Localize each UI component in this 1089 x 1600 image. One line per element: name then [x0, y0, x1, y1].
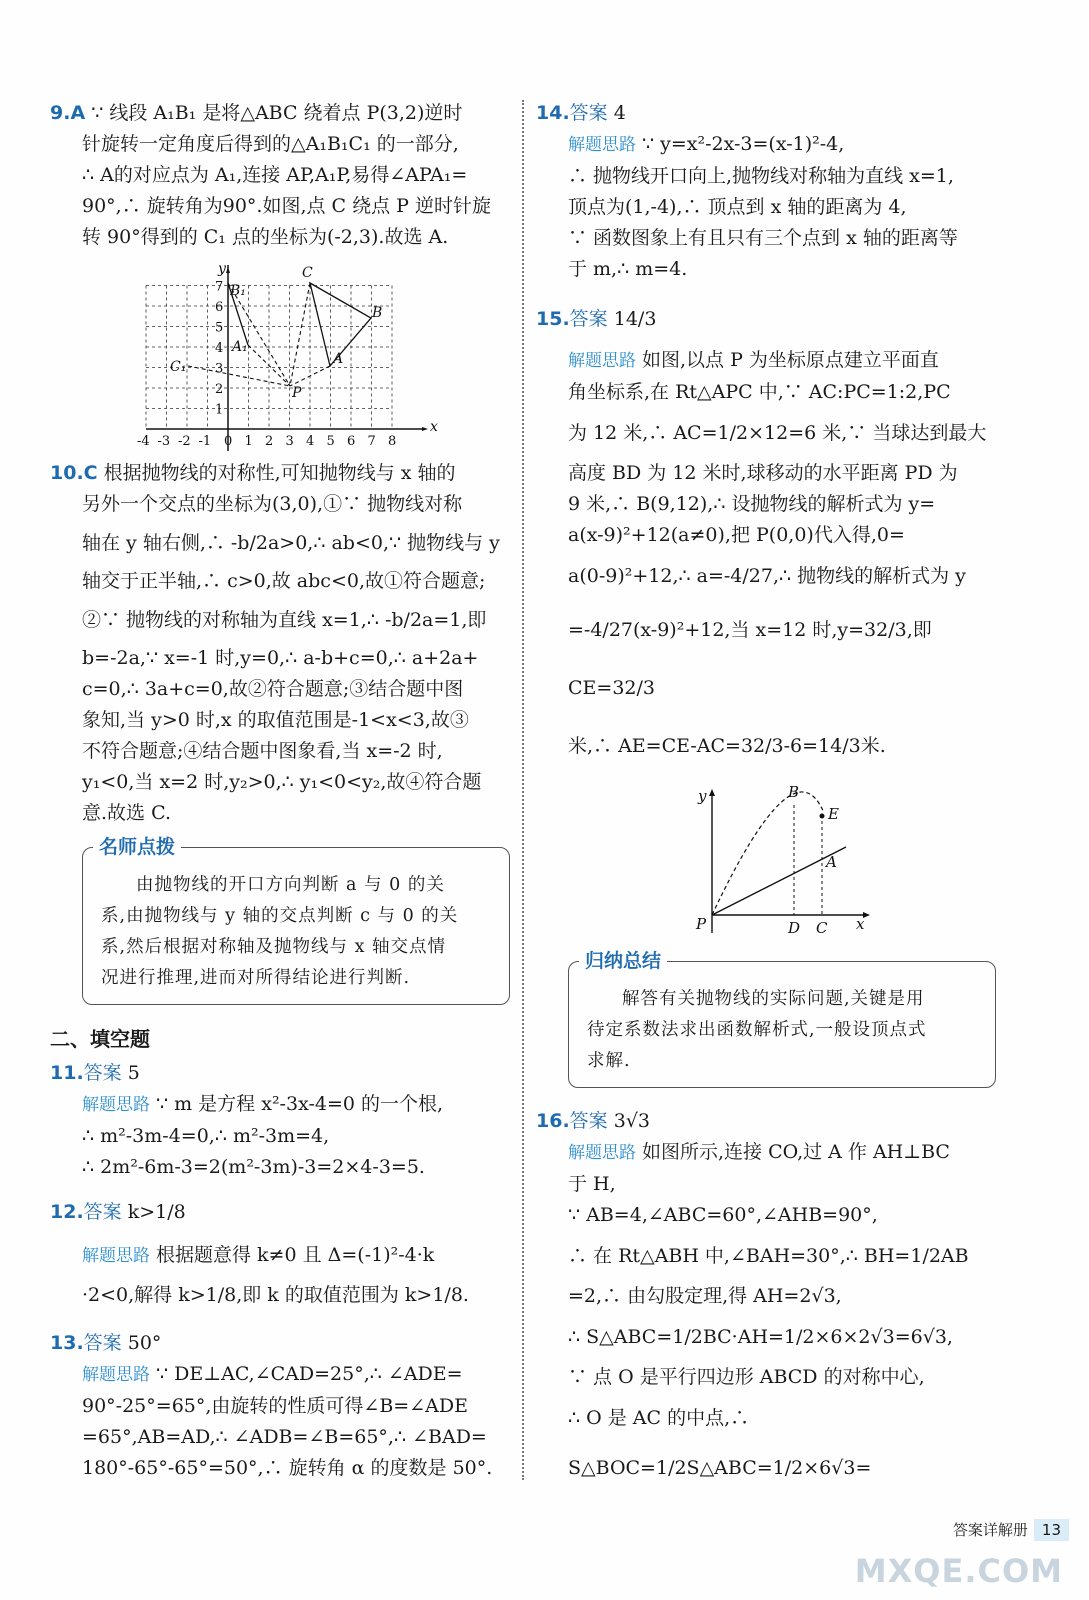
y-axis-label: y [698, 787, 707, 805]
y-tick-label: 7 [215, 279, 224, 295]
answer-label: 答案 [83, 1062, 122, 1084]
y-tick-label: 3 [215, 361, 224, 377]
footer-label: 答案详解册 [952, 1521, 1028, 1539]
x-tick-label: 0 [224, 434, 233, 449]
question-12 [50, 1197, 510, 1318]
text-line: 顶点为(1,-4),∴ 顶点到 x 轴的距离为 4, [568, 196, 907, 218]
text-line: =-4/27(x-9)²+12,当 x=12 时,y=32/3,即 CE=32/3 [568, 619, 932, 699]
tip-line: 系,由抛物线与 y 轴的交点判断 c 与 0 的关 [101, 906, 459, 926]
text-line: ∴ S△ABC=1/2BC·AH=1/2×6×2√3=6√3, [568, 1326, 953, 1348]
x-tick-label: 4 [306, 434, 315, 449]
left-column [50, 98, 510, 1484]
text-line: c=0,∴ 3a+c=0,故②符合题意;③结合题中图 [82, 678, 464, 700]
parabola-figure [686, 783, 876, 943]
tip-line: 待定系数法求出函数解析式,一般设顶点式 [587, 1020, 927, 1040]
point-b1-label: B₁ [230, 283, 246, 299]
tip-line: 况进行推理,进而对所得结论进行判断. [101, 968, 411, 988]
answer-value: 3√3 [613, 1110, 651, 1132]
question-number: 11. [50, 1062, 84, 1084]
question-number: 9.A [50, 102, 86, 124]
text-line: =2,∴ 由勾股定理,得 AH=2√3, [568, 1285, 842, 1307]
text-line: 根据题意得 k≠0 且 Δ=(-1)²-4·k [156, 1244, 435, 1266]
question-9 [50, 98, 510, 253]
text-line: 轴在 y 轴右侧,∴ -b/2a>0,∴ ab<0,∵ 抛物线与 y [82, 532, 500, 554]
text-line: b=-2a,∵ x=-1 时,y=0,∴ a-b+c=0,∴ a+2a+ [82, 647, 479, 669]
answer-value: 4 [613, 102, 626, 124]
text-line: 为 12 米,∴ AC=1/2×12=6 米,∵ 当球达到最大 [568, 422, 987, 444]
right-column [536, 98, 996, 1493]
question-14 [536, 98, 996, 285]
text-line: ∵ AB=4,∠ABC=60°,∠AHB=90°, [568, 1204, 878, 1226]
point-a-label: A [333, 351, 344, 367]
text-line: 转 90°得到的 C₁ 点的坐标为(-2,3).故选 A. [82, 226, 449, 248]
answer-value: k>1/8 [127, 1201, 186, 1223]
point-a1-label: A₁ [232, 339, 248, 355]
point-c-label: C [302, 265, 313, 281]
tip-box-title: 归纳总结 [579, 946, 667, 973]
answer-label: 答案 [83, 1201, 122, 1223]
question-16 [536, 1106, 996, 1493]
point-p-label: P [292, 385, 302, 401]
point-b-label: B [788, 783, 800, 801]
answer-value: 14/3 [613, 308, 657, 330]
question-number: 10.C [50, 462, 98, 484]
text-line: 米,∴ AE=CE-AC=32/3-6=14/3米. [568, 735, 886, 757]
solution-tag: 解题思路 [568, 1143, 636, 1163]
x-tick-label: 1 [244, 434, 253, 449]
text-line: y₁<0,当 x=2 时,y₂>0,∴ y₁<0<y₂,故④符合题 [82, 771, 482, 793]
page-footer [953, 1519, 1069, 1540]
solution-tag: 解题思路 [82, 1095, 150, 1115]
text-line: a(x-9)²+12(a≠0),把 P(0,0)代入得,0= [568, 524, 905, 546]
text-line: 意.故选 C. [82, 802, 171, 824]
question-number: 12. [50, 1201, 84, 1223]
point-a-label: A [826, 853, 837, 871]
tip-line: 系,然后根据对称轴及抛物线与 x 轴交点情 [101, 937, 447, 957]
text-line: 9 米,∴ B(9,12),∴ 设抛物线的解析式为 y= [568, 493, 936, 515]
text-line: ∴ A的对应点为 A₁,连接 AP,A₁P,易得∠APA₁= [82, 164, 468, 186]
y-tick-label: 2 [215, 382, 224, 397]
text-line: 针旋转一定角度后得到的△A₁B₁C₁ 的一部分, [82, 133, 459, 155]
y-axis-label: y [218, 261, 226, 277]
answer-label: 答案 [569, 308, 608, 330]
answer-label: 答案 [569, 102, 608, 124]
tip-box-title: 名师点拨 [93, 832, 181, 859]
y-tick-label: 5 [215, 320, 224, 336]
solution-tag: 解题思路 [82, 1246, 150, 1266]
x-tick-label: 2 [265, 434, 274, 449]
text-line: ∴ m²-3m-4=0,∴ m²-3m=4, [82, 1125, 330, 1147]
text-line: ∵ y=x²-2x-3=(x-1)²-4, [642, 133, 845, 155]
text-line: 如图所示,连接 CO,过 A 作 AH⊥BC [642, 1141, 950, 1163]
text-line: 轴交于正半轴,∴ c>0,故 abc<0,故①符合题意; [82, 570, 486, 592]
point-d-label: D [788, 919, 801, 937]
tip-box-teacher [82, 836, 510, 1005]
text-line: 另外一个交点的坐标为(3,0),①∵ 抛物线对称 [82, 493, 463, 515]
text-line: ∴ 抛物线开口向上,抛物线对称轴为直线 x=1, [568, 165, 954, 187]
text-line: 角坐标系,在 Rt△APC 中,∵ AC:PC=1:2,PC [568, 381, 951, 403]
text-line: 90°-25°=65°,由旋转的性质可得∠B=∠ADE [82, 1395, 468, 1417]
x-tick-label: -3 [157, 434, 171, 449]
text-line: 180°-65°-65°=50°,∴ 旋转角 α 的度数是 50°. [82, 1457, 493, 1479]
page-number: 13 [1034, 1519, 1069, 1541]
y-tick-label: 4 [215, 341, 224, 356]
question-number: 15. [536, 308, 570, 330]
text-line: 不符合题意;④结合题中图象看,当 x=-2 时, [82, 740, 443, 762]
answer-value: 50° [127, 1332, 162, 1354]
text-line: ②∵ 抛物线的对称轴为直线 x=1,∴ -b/2a=1,即 [82, 609, 487, 631]
text-line: ∵ DE⊥AC,∠CAD=25°,∴ ∠ADE= [156, 1363, 463, 1385]
y-tick-label: 1 [215, 402, 224, 418]
solution-tag: 解题思路 [568, 135, 636, 155]
text-line: ∵ 函数图象上有且只有三个点到 x 轴的距离等 [568, 227, 958, 249]
x-tick-label: 3 [285, 434, 294, 449]
question-13 [50, 1328, 510, 1484]
point-b-label: B [372, 305, 383, 321]
coordinate-grid-figure [137, 259, 440, 454]
point-c1-label: C₁ [170, 359, 187, 375]
y-tick-label: 6 [215, 300, 224, 315]
x-tick-label: -4 [137, 434, 150, 449]
text-line: ∴ O 是 AC 的中点,∴ S△BOC=1/2S△ABC=1/2×6√3= [568, 1407, 872, 1479]
text-line: 象知,当 y>0 时,x 的取值范围是-1<x<3,故③ [82, 709, 469, 731]
x-tick-label: 8 [388, 434, 397, 449]
text-line: 根据抛物线的对称性,可知抛物线与 x 轴的 [103, 462, 456, 484]
watermark: MXQE.COM [854, 1552, 1063, 1590]
answer-value: 5 [127, 1062, 140, 1084]
text-line: a(0-9)²+12,∴ a=-4/27,∴ 抛物线的解析式为 y [568, 565, 966, 587]
text-line: 高度 BD 为 12 米时,球移动的水平距离 PD 为 [568, 462, 958, 484]
x-tick-label: 5 [326, 434, 335, 449]
question-number: 13. [50, 1332, 84, 1354]
section-heading: 二、填空题 [50, 1027, 150, 1051]
text-line: ∴ 在 Rt△ABH 中,∠BAH=30°,∴ BH=1/2AB [568, 1245, 969, 1267]
text-line: ·2<0,解得 k>1/8,即 k 的取值范围为 k>1/8. [82, 1284, 469, 1306]
answer-label: 答案 [569, 1110, 608, 1132]
column-divider [522, 100, 524, 1480]
x-axis-label: x [856, 915, 865, 933]
text-line: 于 m,∴ m=4. [568, 258, 688, 280]
point-p-label: P [696, 915, 707, 933]
text-line: 90°,∴ 旋转角为90°.如图,点 C 绕点 P 逆时针旋 [82, 195, 491, 217]
point-c-label: C [816, 919, 828, 937]
x-tick-label: -2 [178, 434, 191, 449]
x-tick-label: -1 [198, 434, 212, 449]
tip-line: 求解. [587, 1051, 631, 1071]
x-tick-label: 6 [347, 434, 356, 449]
text-line: 于 H, [568, 1173, 616, 1195]
question-15 [536, 297, 996, 775]
question-number: 14. [536, 102, 570, 124]
question-10 [50, 458, 510, 829]
text-line: =65°,AB=AD,∴ ∠ADB=∠B=65°,∴ ∠BAD= [82, 1426, 487, 1448]
question-11 [50, 1058, 510, 1183]
question-number: 16. [536, 1110, 570, 1132]
text-line: ∵ m 是方程 x²-3x-4=0 的一个根, [156, 1093, 444, 1115]
point-e-label: E [828, 805, 839, 823]
text-line: ∵ 点 O 是平行四边形 ABCD 的对称中心, [568, 1366, 925, 1388]
answer-label: 答案 [83, 1332, 122, 1354]
solution-tag: 解题思路 [82, 1365, 150, 1385]
tip-line: 解答有关抛物线的实际问题,关键是用 [622, 989, 925, 1009]
x-tick-label: 7 [367, 434, 376, 449]
text-line: ∴ 2m²-6m-3=2(m²-3m)-3=2×4-3=5. [82, 1156, 425, 1178]
tip-line: 由抛物线的开口方向判断 a 与 0 的关 [136, 875, 445, 895]
parabola-curve [712, 792, 824, 915]
text-line: ∵ 线段 A₁B₁ 是将△ABC 绕着点 P(3,2)逆时 [91, 102, 463, 124]
text-line: 如图,以点 P 为坐标原点建立平面直 [642, 349, 939, 371]
x-axis-label: x [430, 419, 438, 435]
tip-box-summary [568, 950, 996, 1088]
solution-tag: 解题思路 [568, 351, 636, 371]
